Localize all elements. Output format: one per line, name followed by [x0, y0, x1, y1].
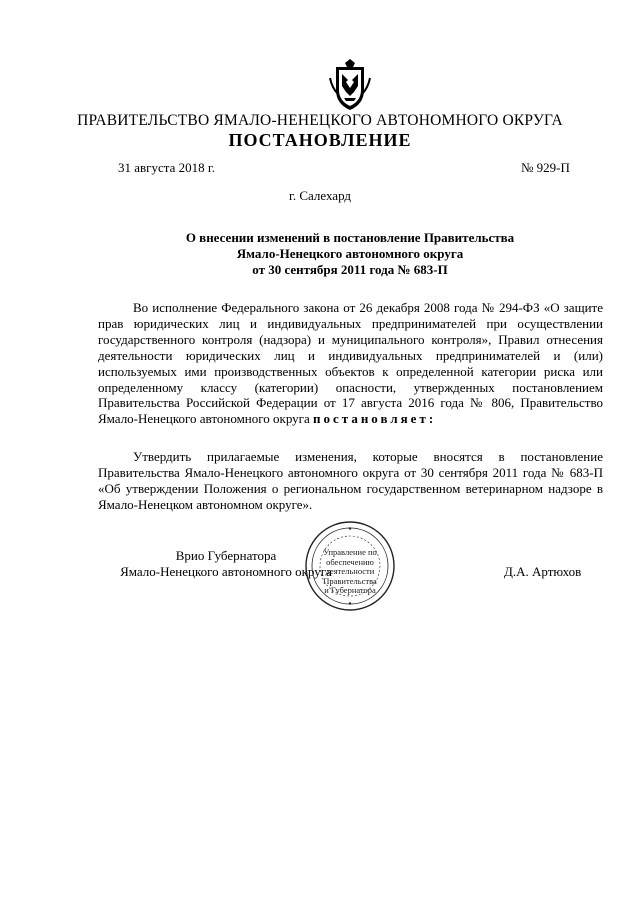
subject-line-3: от 30 сентября 2011 года № 683-П	[252, 262, 448, 277]
government-title: ПРАВИТЕЛЬСТВО ЯМАЛО-НЕНЕЦКОГО АВТОНОМНОГО ОКРУГА	[77, 112, 563, 129]
subject-line-1: О внесении изменений в постановление Правительства	[185, 230, 515, 245]
paragraph-preamble	[98, 300, 603, 427]
preamble-text: Во исполнение Федерального закона от 26 декабря 2008 года № 294-ФЗ «О защите прав юридических лиц и индивидуальных предпринимателей при осуществлении государственного контроля (надзора) и муниципального контроля», Правил отнесения деятельности юридических лиц и индивидуальных предпринимателей и (или) используемых ими производственных объектов к определенной категории риска или определенному классу (категории) опасности, утвержденных постановлением Правительства Российской Федерации от 17 августа 2016 года № 806, Правительство Ямало-Ненецкого автономного округа	[98, 300, 603, 427]
signatory-role-line-1: Врио Губернатора	[175, 548, 277, 563]
document-subject	[100, 230, 600, 278]
resolution-verb: постановляет:	[313, 411, 437, 427]
subject-line-2: Ямало-Ненецкого автономного округа	[236, 246, 464, 261]
signatory-role-line-2: Ямало-Ненецкого автономного округа	[120, 564, 332, 579]
stamp-line-1: Управление по	[323, 547, 377, 557]
document-type: ПОСТАНОВЛЕНИЕ	[228, 130, 412, 150]
coat-of-arms-icon	[328, 58, 372, 112]
stamp-line-2: обеспечению	[326, 556, 374, 567]
stamp-line-4: Правительства	[323, 575, 377, 586]
document-city: г. Салехард	[288, 188, 352, 203]
document-date: 31 августа 2018 г.	[118, 160, 215, 175]
stamp-line-5: и Губернатора	[324, 585, 376, 595]
document-number: № 929-П	[521, 160, 570, 175]
signatory-name: Д.А. Артюхов	[504, 564, 582, 579]
stamp-inner-text	[316, 548, 384, 596]
paragraph-resolution: Утвердить прилагаемые изменения, которые вносятся в постановление Правительства Ямало-Ненецкого автономного округа от 30 сентября 2011 года № 683-П «Об утверждении Положения о региональном государственном ветеринарном надзоре в Ямало-Ненецком автономном округе».	[98, 449, 603, 512]
stamp-line-3: деятельности	[325, 566, 375, 576]
